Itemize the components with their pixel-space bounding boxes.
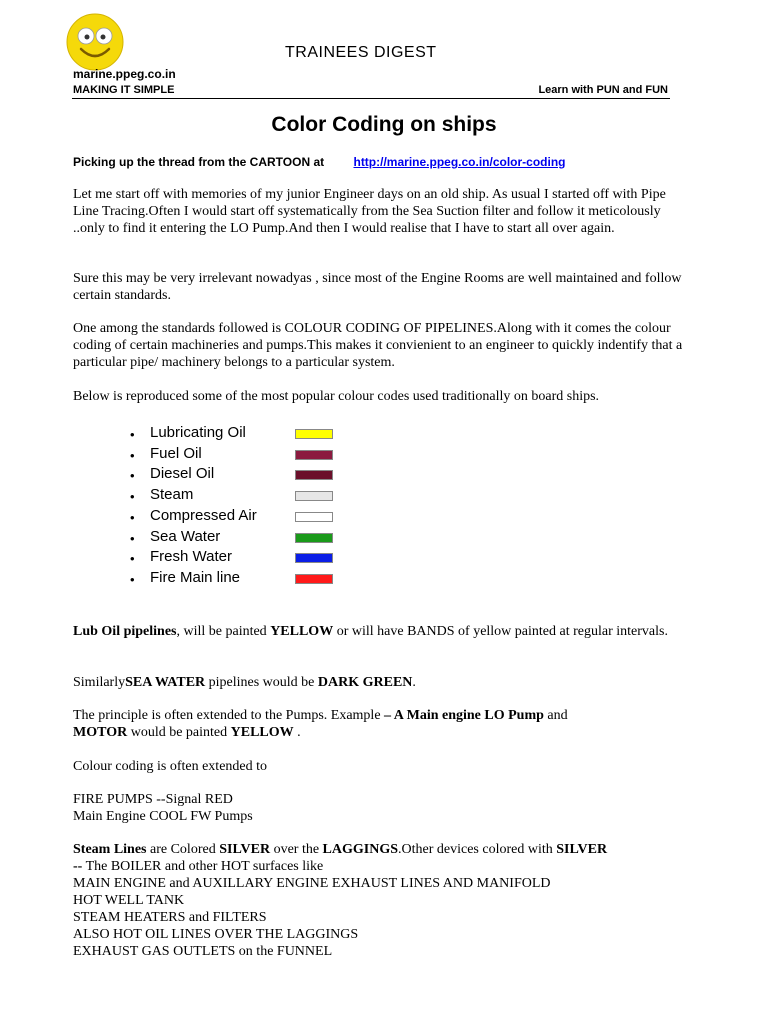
header-motto: Learn with PUN and FUN [538, 84, 668, 96]
legend-label: Diesel Oil [150, 465, 215, 483]
text: or will have BANDS of yellow painted at regular intervals. [333, 624, 668, 639]
laggings-term: LAGGINGS [322, 842, 399, 857]
paragraph-standards: One among the standards followed is COLOUR CODING OF PIPELINES.Along with it comes the colour coding of certain machineries and pumps.This makes it convienient to an engineer to quickly indentify that a particular pipe/ machinery belongs to a particular system. [73, 321, 683, 370]
text: are Colored [146, 842, 220, 857]
silver-term: SILVER [556, 842, 608, 857]
header-site: marine.ppeg.co.in [73, 67, 176, 81]
bullet-icon: • [130, 427, 135, 442]
paragraph-steam-lines [73, 841, 683, 960]
smiley-logo-icon [66, 13, 124, 71]
legend-label: Fire Main line [150, 568, 241, 586]
header-tagline: MAKING IT SIMPLE [73, 84, 175, 96]
yellow-term: YELLOW [270, 624, 334, 639]
legend-item [130, 569, 350, 589]
thread-line [73, 155, 565, 169]
page-title: Color Coding on ships [271, 113, 497, 136]
legend-item [130, 424, 350, 444]
legend-swatch [295, 450, 333, 460]
list-item: ALSO HOT OIL LINES OVER THE LAGGINGS [73, 927, 359, 942]
text: The BOILER and other HOT surfaces like [82, 859, 324, 874]
bullet-icon: • [130, 447, 135, 463]
paragraph-extended: Colour coding is often extended to [73, 759, 268, 774]
legend-item [130, 528, 350, 548]
sea-water-term: SEA WATER [125, 675, 206, 690]
yellow-term: YELLOW [230, 725, 294, 740]
motor-term: MOTOR [73, 725, 128, 740]
header-digest-title: TRAINEES DIGEST [285, 44, 437, 61]
legend-swatch [295, 429, 333, 439]
text: . [412, 675, 416, 690]
text: pipelines would be [205, 675, 318, 690]
legend-swatch [295, 574, 333, 584]
text: and [543, 708, 568, 723]
legend-label: Fuel Oil [150, 444, 202, 462]
fire-pumps-line: FIRE PUMPS --Signal RED [73, 792, 233, 807]
bullet-icon: • [130, 571, 135, 587]
bullet-icon: • [130, 551, 135, 567]
legend-item [130, 507, 350, 527]
paragraph-lub-oil [73, 623, 683, 640]
list-item: EXHAUST GAS OUTLETS on the FUNNEL [73, 944, 333, 959]
dash-term: -- [73, 859, 83, 874]
list-item: MAIN ENGINE and AUXILLARY ENGINE EXHAUST LINES AND MANIFOLD [73, 876, 551, 891]
legend-label: Compressed Air [150, 506, 257, 524]
legend-item [130, 445, 350, 465]
steam-lines-term: Steam Lines [73, 842, 147, 857]
paragraph-irrelevant: Sure this may be very irrelevant nowadyas , since most of the Engine Rooms are well maintained and follow certain standards. [73, 271, 682, 303]
text: would be painted [127, 725, 231, 740]
legend-swatch [295, 512, 333, 522]
list-item: HOT WELL TANK [73, 893, 185, 908]
text: over the [270, 842, 323, 857]
legend-label: Fresh Water [150, 548, 232, 566]
bullet-icon: • [130, 468, 135, 484]
legend-swatch [295, 470, 333, 480]
text: . [293, 725, 301, 740]
silver-term: SILVER [219, 842, 271, 857]
text: , will be painted [176, 624, 271, 639]
legend-item [130, 548, 350, 568]
text: The principle is often extended to the Pumps. Example [73, 708, 385, 723]
paragraph-memories: Let me start off with memories of my junior Engineer days on an old ship. As usual I started off with Pipe Line Tracing.Often I would start off systematically from the Sea Suction filter and follow it meticolously ..only to find it entering the LO Pump.And then I would realise that I have to start all over again. [73, 187, 666, 236]
dark-green-term: DARK GREEN [317, 675, 413, 690]
paragraph-sea-water [73, 674, 683, 691]
bullet-icon: • [130, 530, 135, 546]
cool-fw-line: Main Engine COOL FW Pumps [73, 809, 253, 824]
header-divider [72, 98, 670, 99]
legend-swatch [295, 553, 333, 563]
paragraph-below: Below is reproduced some of the most popular colour codes used traditionally on board ships. [73, 389, 600, 404]
paragraph-principle [73, 707, 683, 741]
legend-item [130, 465, 350, 485]
text: Similarly [73, 675, 126, 690]
list-item: STEAM HEATERS and FILTERS [73, 910, 267, 925]
cartoon-link[interactable]: http://marine.ppeg.co.in/color-coding [353, 155, 566, 169]
legend-swatch [295, 491, 333, 501]
thread-text: Picking up the thread from the CARTOON at [73, 155, 325, 169]
lo-pump-term: – A Main engine LO Pump [384, 708, 544, 723]
paragraph-fire-pumps [73, 791, 683, 825]
legend-label: Steam [150, 486, 194, 504]
bullet-icon: • [130, 489, 135, 505]
bullet-icon: • [130, 509, 135, 525]
legend-label: Lubricating Oil [150, 424, 246, 441]
legend-item [130, 486, 350, 506]
lub-oil-term: Lub Oil pipelines [73, 624, 177, 639]
legend-swatch [295, 533, 333, 543]
text: .Other devices colored with [398, 842, 557, 857]
legend-label: Sea Water [150, 527, 221, 545]
